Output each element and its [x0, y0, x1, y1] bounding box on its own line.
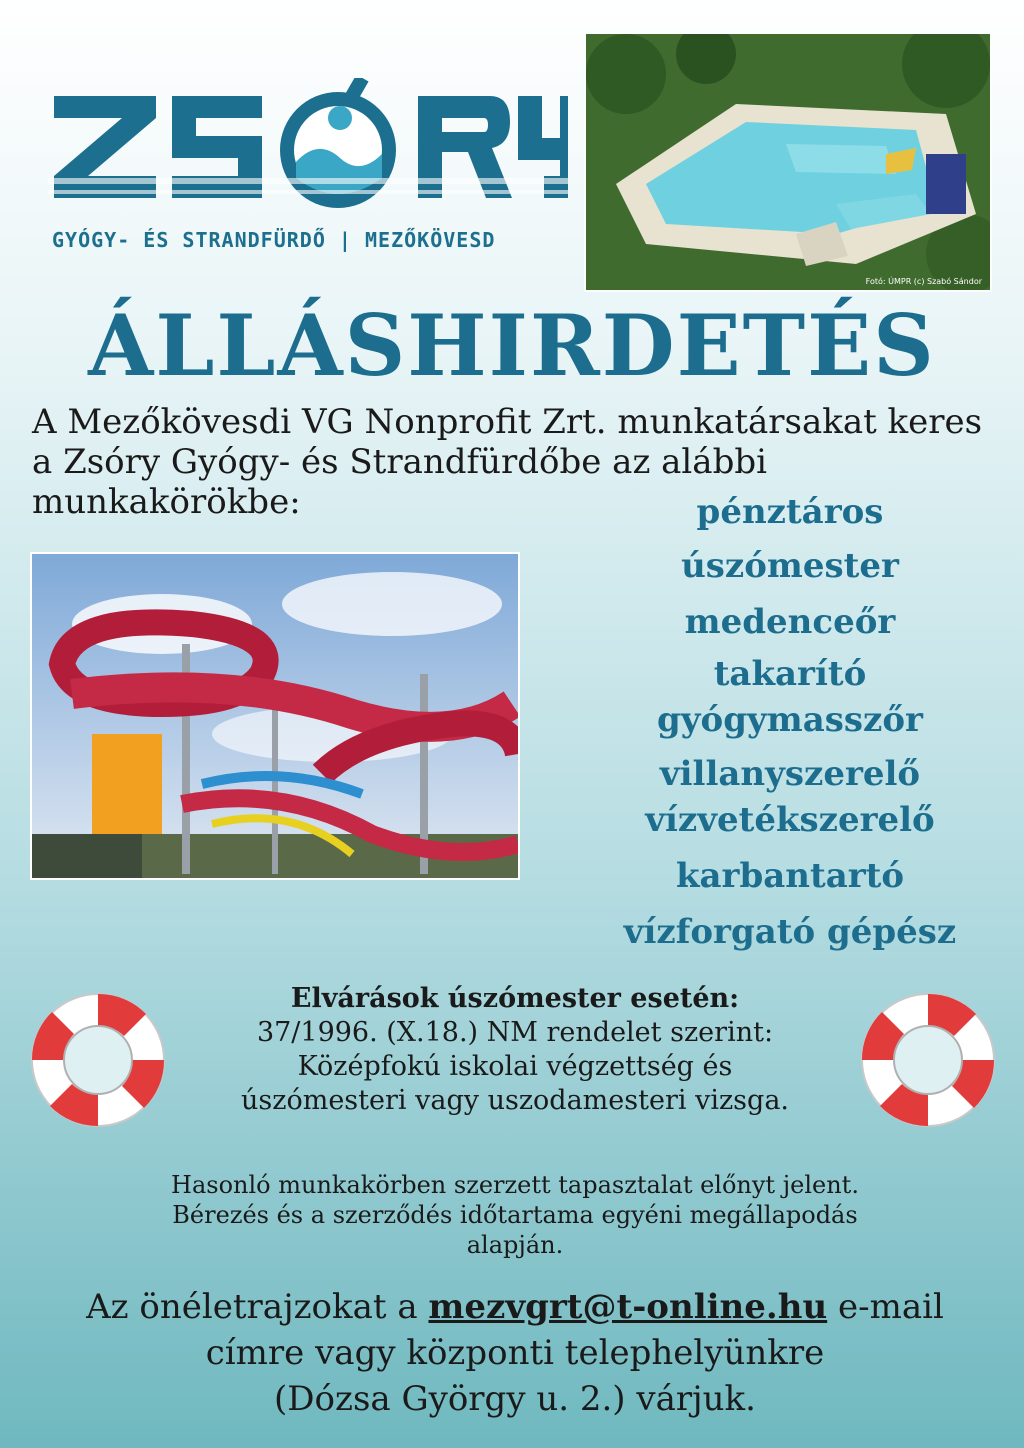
intro-text: A Mezőkövesdi VG Nonprofit Zrt. munkatársakat keres a Zsóry Gyógy- és Strandfürdőbe az alábbi munkakörökbe: — [32, 402, 983, 522]
additional-notes — [40, 1170, 990, 1260]
contact-prefix: Az önéletrajzokat a — [86, 1287, 429, 1327]
water-slide-photo — [30, 552, 520, 880]
pool-aerial-image — [586, 34, 990, 290]
lifebuoy-icon — [28, 990, 168, 1130]
contact-section — [30, 1284, 1000, 1422]
logo-subtitle: GYÓGY- ÉS STRANDFÜRDŐ | MEZŐKÖVESD — [52, 228, 496, 252]
requirements-line: Középfokú iskolai végzettség és — [297, 1051, 733, 1082]
zsory-logo — [48, 78, 568, 268]
job-item: karbantartó — [675, 856, 905, 896]
job-item: pénztáros — [696, 492, 884, 532]
contact-line: (Dózsa György u. 2.) várjuk. — [274, 1379, 756, 1419]
job-item: takarító — [713, 654, 867, 694]
page-title: ÁLLÁSHIRDETÉS — [88, 296, 936, 395]
job-item: vízforgató gépész — [623, 912, 957, 952]
notes-line: Hasonló munkakörben szerzett tapasztalat előnyt jelent. — [171, 1171, 859, 1199]
pool-aerial-photo — [584, 32, 992, 292]
lifebuoy-icon — [858, 990, 998, 1130]
notes-line: Bérezés és a szerződés időtartama egyéni megállapodás — [172, 1201, 858, 1229]
email-link[interactable]: mezvgrt@t-online.hu — [428, 1287, 828, 1327]
zsory-logo-wordmark — [48, 78, 568, 218]
job-item: vízvetékszerelő — [645, 800, 935, 840]
requirements-line: úszómesteri vagy uszodamesteri vizsga. — [240, 1085, 789, 1116]
requirements-line: 37/1996. (X.18.) NM rendelet szerint: — [256, 1017, 774, 1048]
water-slide-image — [32, 554, 518, 878]
photo-credit: Fotó: ÚMPR (c) Szabó Sándor — [865, 277, 982, 286]
job-item: gyógymasszőr — [657, 700, 923, 740]
contact-suffix: e-mail — [827, 1287, 944, 1327]
job-item: úszómester — [681, 546, 899, 586]
contact-line — [30, 1284, 1000, 1330]
requirements-heading: Elvárások úszómester esetén: — [290, 983, 740, 1014]
requirements-section — [170, 982, 860, 1118]
contact-line: címre vagy központi telephelyünkre — [205, 1333, 825, 1373]
notes-line: alapján. — [466, 1231, 564, 1259]
job-item: medenceőr — [684, 602, 896, 642]
job-item: villanyszerelő — [659, 754, 921, 794]
